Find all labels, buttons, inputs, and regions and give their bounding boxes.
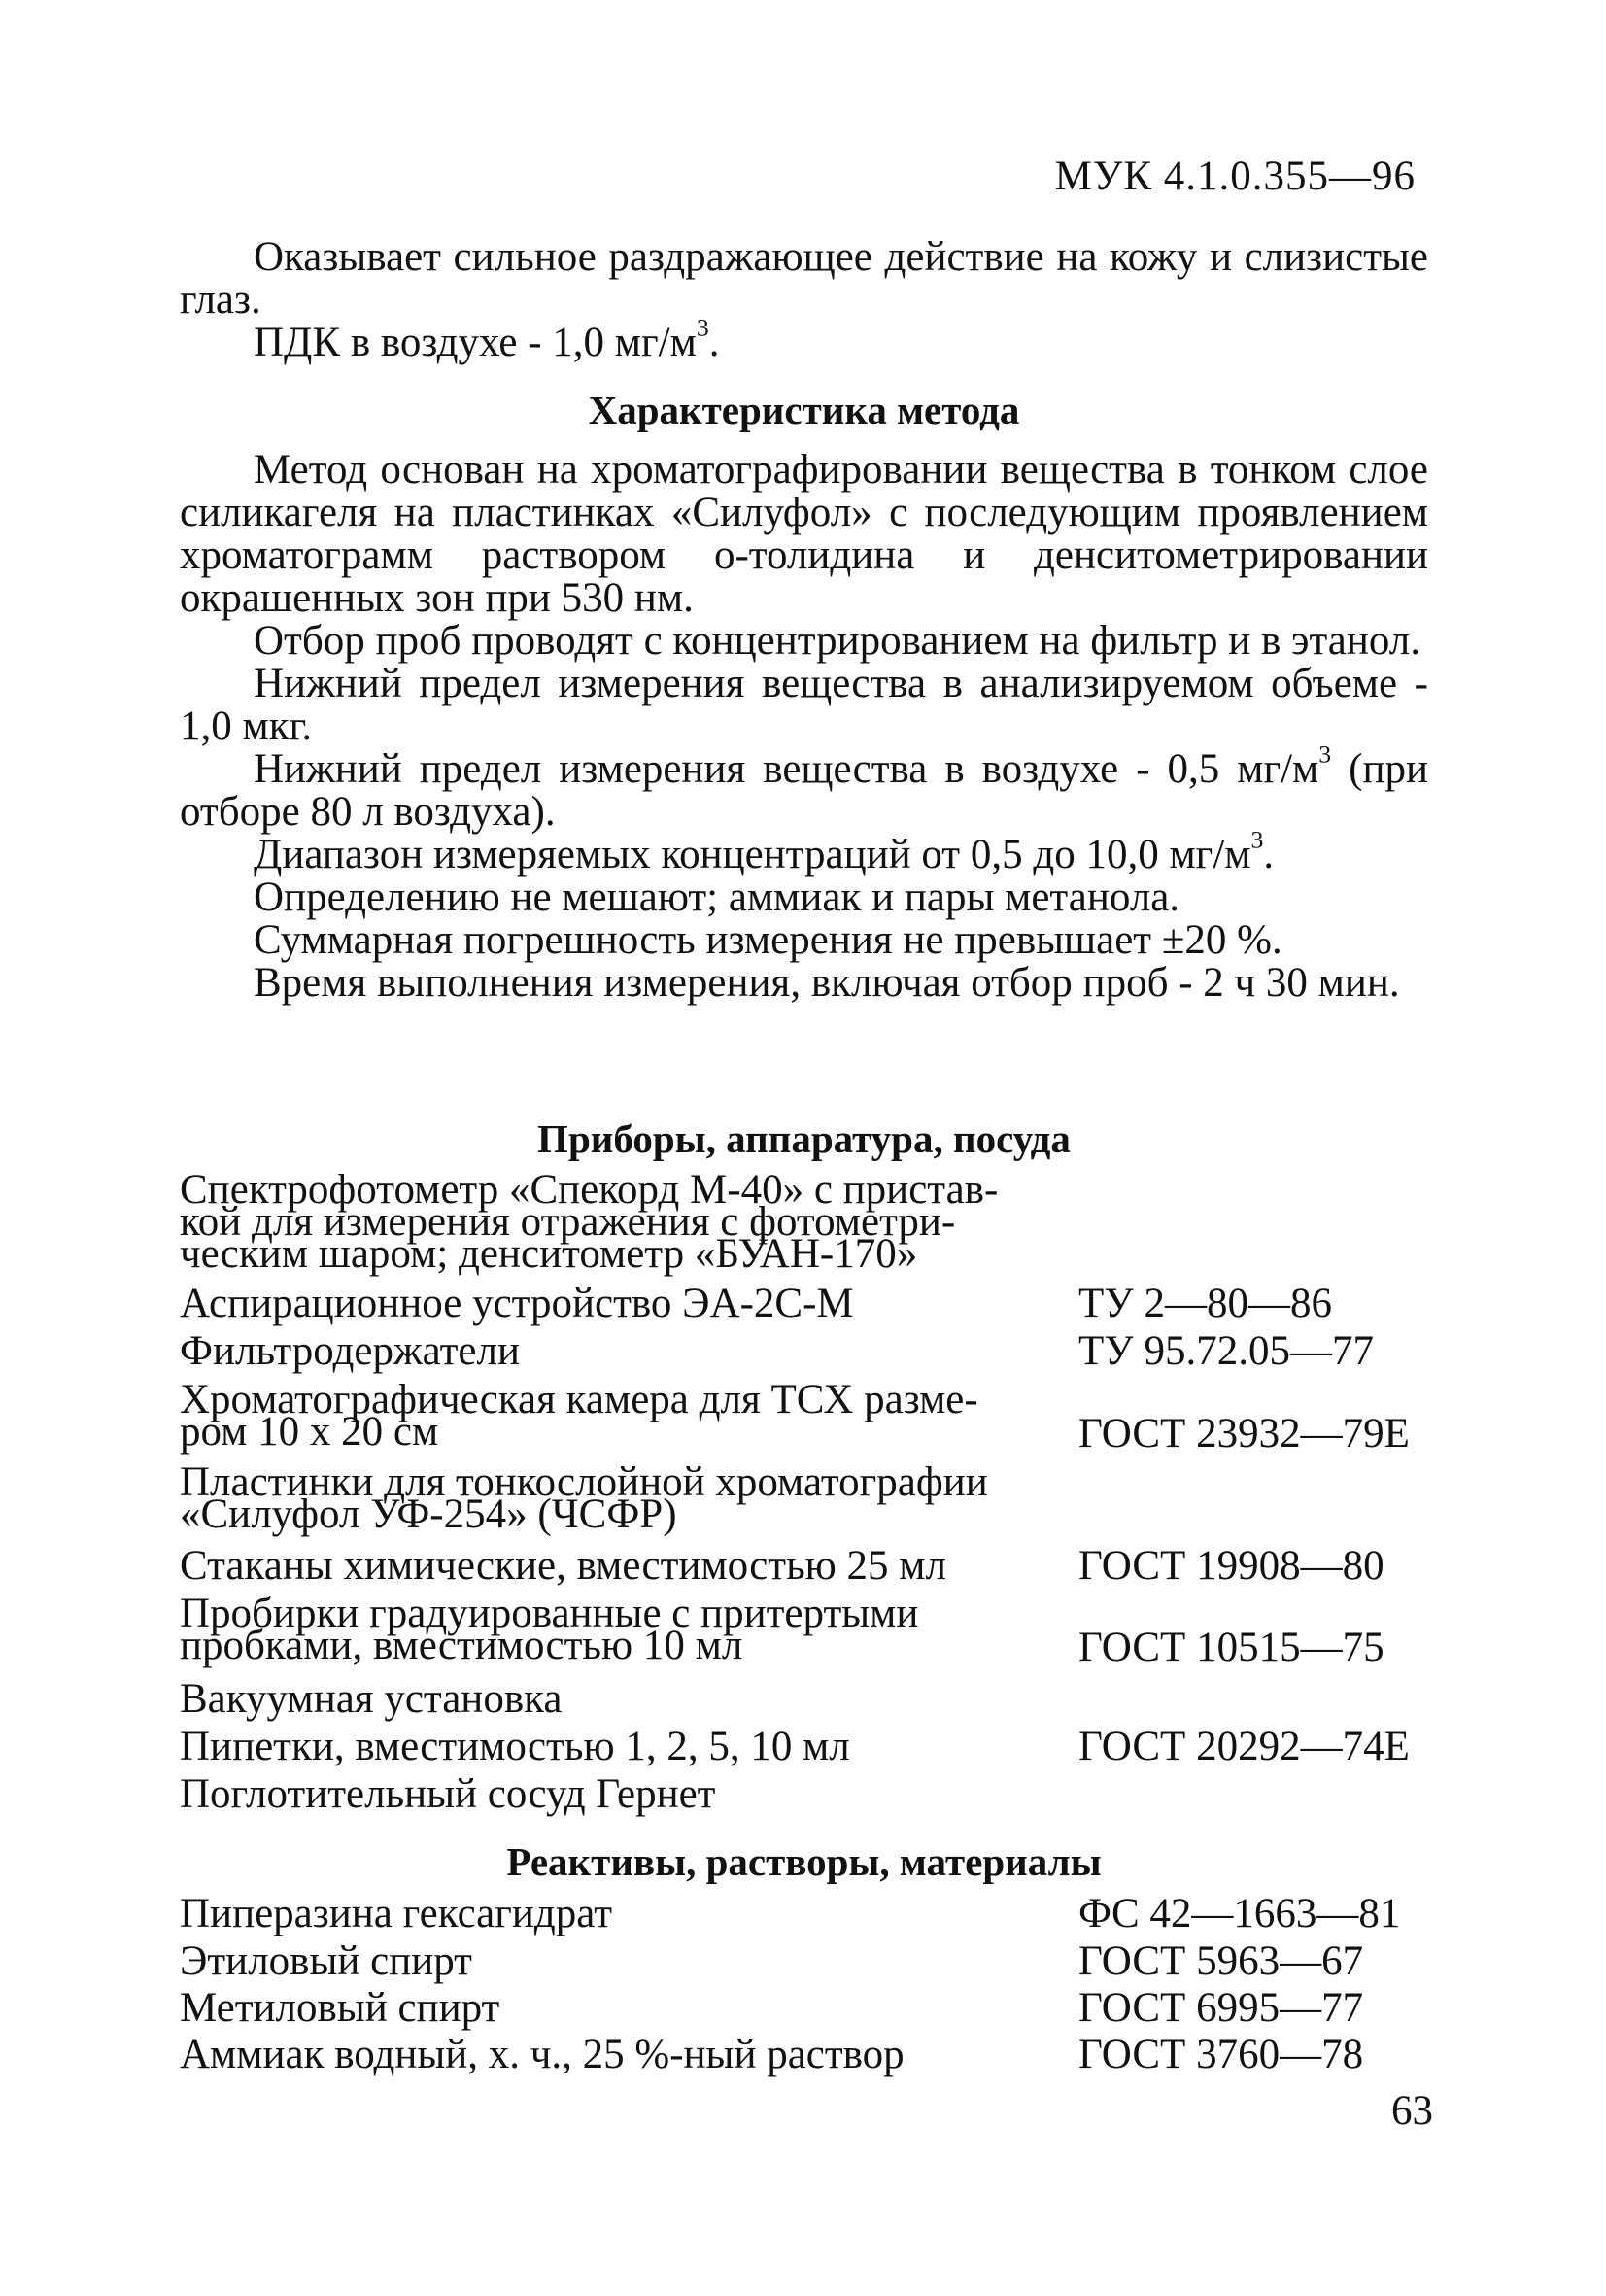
paragraph: Метод основан на хроматографировании вещества в тонком слое силикагеля на пластинках «Силуфол» с последующим проявлением хроматограмм раствором о-толидина и денситометрировании окрашенных зон при 530 нм.	[180, 447, 1428, 621]
equipment-name: Спектрофотометр «Спекорд М-40» с пристав- кой для измерения отражения с фотометри- ческим шаром; денситометр «БУАН-170»	[180, 1167, 999, 1277]
reagent-standard: ГОСТ 6995—77	[1078, 1985, 1364, 2031]
equipment-name: Поглотительный сосуд Гернет	[180, 1771, 716, 1817]
paragraph: Нижний предел измерения вещества в анализируемом объеме - 1,0 мкг.	[180, 661, 1428, 749]
equipment-name: Стаканы химические, вместимостью 25 мл	[180, 1543, 946, 1589]
reagent-standard: ГОСТ 3760—78	[1078, 2032, 1364, 2077]
equipment-name: Аспирационное устройство ЭА-2С-М	[180, 1281, 854, 1326]
reagent-name: Пиперазина гексагидрат	[180, 1891, 613, 1936]
equipment-name: Фильтродержатели	[180, 1328, 520, 1374]
page-number: 63	[1391, 2088, 1433, 2134]
equipment-standard: ТУ 95.72.05—77	[1078, 1328, 1374, 1374]
equipment-standard: ГОСТ 10515—75	[1078, 1625, 1384, 1670]
reagent-standard: ФС 42—1663—81	[1078, 1891, 1401, 1936]
equipment-name: Хроматографическая камера для ТСХ разме- ром 10 х 20 см	[180, 1377, 978, 1455]
equipment-name: Пипетки, вместимостью 1, 2, 5, 10 мл	[180, 1724, 850, 1769]
equipment-name: Пластинки для тонкослойной хроматографии «Силуфол УФ-254» (ЧСФР)	[180, 1459, 988, 1537]
paragraph: Суммарная погрешность измерения не превышает ±20 %.	[254, 917, 1282, 963]
section-heading-equipment: Приборы, аппаратура, посуда	[537, 1116, 1071, 1161]
paragraph: Определению не мешают; аммиак и пары метанола.	[254, 874, 1180, 920]
equipment-standard: ГОСТ 19908—80	[1078, 1543, 1384, 1589]
section-heading-reagents: Реактивы, растворы, материалы	[506, 1839, 1102, 1884]
equipment-name: Пробирки градуированные с притертыми пробками, вместимостью 10 мл	[180, 1591, 919, 1668]
reagent-name: Этиловый спирт	[180, 1938, 472, 1984]
equipment-standard: ТУ 2—80—86	[1078, 1281, 1332, 1326]
reagent-name: Аммиак водный, х. ч., 25 %-ный раствор	[180, 2032, 905, 2077]
paragraph: Нижний предел измерения вещества в воздухе - 0,5 $мг/м^3$ (при отборе 80 л воздуха).	[180, 739, 1428, 835]
paragraph: Время выполнения измерения, включая отбор проб - 2 ч 30 мин.	[254, 960, 1400, 1006]
equipment-name: Вакуумная установка	[180, 1676, 563, 1722]
section-heading-method: Характеристика метода	[588, 388, 1020, 432]
method-section	[180, 449, 1428, 1005]
paragraph: Отбор проб проводят с концентрированием на фильтр и в этанол.	[254, 618, 1421, 664]
document-code: МУК 4.1.0.355—96	[1054, 154, 1416, 199]
reagent-name: Метиловый спирт	[180, 1985, 500, 2031]
equipment-standard: ГОСТ 23932—79Е	[1078, 1411, 1410, 1456]
paragraph: Диапазон измеряемых концентраций от 0,5 до 10,0 $мг/м^3$.	[254, 825, 1275, 877]
equipment-standard: ГОСТ 20292—74Е	[1078, 1724, 1410, 1769]
paragraph: Оказывает сильное раздражающее действие на кожу и слизистые глаз.	[180, 234, 1428, 323]
intro-section	[180, 236, 1428, 364]
paragraph-pdk: ПДК в воздухе - 1,0 $мг/м^3$.	[254, 313, 720, 365]
reagent-standard: ГОСТ 5963—67	[1078, 1938, 1364, 1984]
